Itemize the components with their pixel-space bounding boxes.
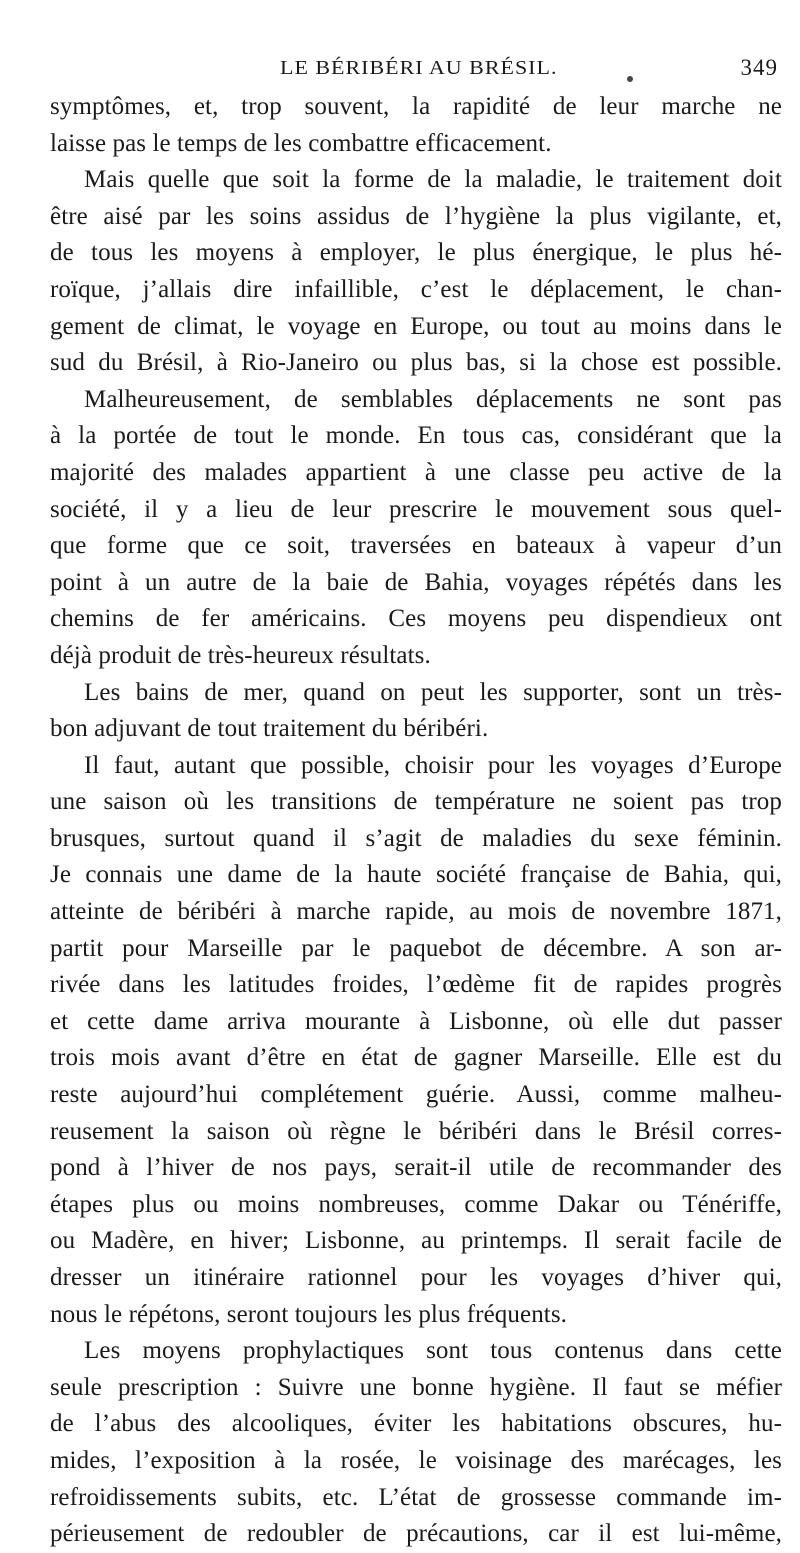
text-line: majorité des malades appartient à une classe peu active de la [50,458,782,486]
text-line: partit pour Marseille par le paquebot de décembre. A son ar- [50,934,782,962]
text-line: chemins de fer américains. Ces moyens peu dispendieux ont [50,605,782,633]
text-line: une saison où les transitions de température ne soient pas trop [50,788,782,816]
text-line: roïque, j’allais dire infaillible, c’est le déplacement, le chan- [50,275,782,303]
text-line: ou Madère, en hiver; Lisbonne, au printemps. Il serait facile de [50,1227,782,1255]
running-head [50,40,790,80]
text-line: de l’abus des alcooliques, éviter les habitations obscures, hu- [50,1410,782,1438]
text-line: symptômes, et, trop souvent, la rapidité de leur marche ne [50,93,782,120]
text-line: rivée dans les latitudes froides, l’œdème fit de rapides progrès [50,971,782,999]
text-line: reste aujourd’hui complétement guérie. Aussi, comme malheu- [50,1081,782,1109]
text-line: gement de climat, le voyage en Europe, ou tout au moins dans le [50,312,782,340]
ink-speck [627,76,633,82]
text-line: refroidissements subits, etc. L’état de grossesse commande im- [50,1483,782,1511]
text-line: point à un autre de la baie de Bahia, voyages répétés dans les [50,568,782,596]
text-line: à la portée de tout le monde. En tous cas, considérant que la [50,422,782,450]
text-line: pond à l’hiver de nos pays, serait-il utile de recommander des [50,1154,782,1182]
text-line: Les bains de mer, quand on peut les supporter, sont un très- [84,678,782,706]
text-line: laisse pas le temps de les combattre efficacement. [50,129,552,157]
running-title: LE BÉRIBÉRI AU BRÉSIL. [280,56,558,79]
text-line: Il faut, autant que possible, choisir pour les voyages d’Europe [84,751,782,779]
text-line: dresser un itinéraire rationnel pour les voyages d’hiver qui, [50,1264,782,1291]
page-number: 349 [740,55,778,80]
book-page [50,40,790,1548]
text-line: bon adjuvant de tout traitement du béribéri. [50,715,489,743]
text-line: seule prescription : Suivre une bonne hygiène. Il faut se méfier [50,1373,782,1401]
text-line: société, il y a lieu de leur prescrire le mouvement sous quel- [50,495,782,523]
text-line: mides, l’exposition à la rosée, le voisinage des marécages, les [50,1446,782,1474]
text-line: Les moyens prophylactiques sont tous contenus dans cette [84,1337,782,1365]
text-line: sud du Brésil, à Rio-Janeiro ou plus bas, si la chose est possible. [50,349,782,377]
text-line: atteinte de béribéri à marche rapide, au mois de novembre 1871, [50,898,782,926]
text-line: étapes plus ou moins nombreuses, comme Dakar ou Ténériffe, [50,1190,782,1218]
text-line: Mais quelle que soit la forme de la maladie, le traitement doit [84,166,782,194]
text-line: périeusement de redoubler de précautions, car il est lui-même, [50,1520,782,1548]
text-line: trois mois avant d’être en état de gagner Marseille. Elle est du [50,1044,782,1072]
body-text [50,89,782,1553]
text-line: Je connais une dame de la haute société française de Bahia, qui, [50,861,782,889]
text-line: nous le répétons, seront toujours les plus fréquents. [50,1300,568,1328]
text-line: Malheureusement, de semblables déplacements ne sont pas [84,385,782,413]
text-line: que forme que ce soit, traversées en bateaux à vapeur d’un [50,532,782,560]
text-line: être aisé par les soins assidus de l’hygiène la plus vigilante, et, [50,202,782,230]
text-line: brusques, surtout quand il s’agit de maladies du sexe féminin. [50,824,782,852]
text-line: de tous les moyens à employer, le plus énergique, le plus hé- [50,239,782,267]
text-line: reusement la saison où règne le béribéri dans le Brésil corres- [50,1117,782,1145]
text-line: déjà produit de très-heureux résultats. [50,641,431,669]
text-line: et cette dame arriva mourante à Lisbonne, où elle dut passer [50,1007,782,1035]
